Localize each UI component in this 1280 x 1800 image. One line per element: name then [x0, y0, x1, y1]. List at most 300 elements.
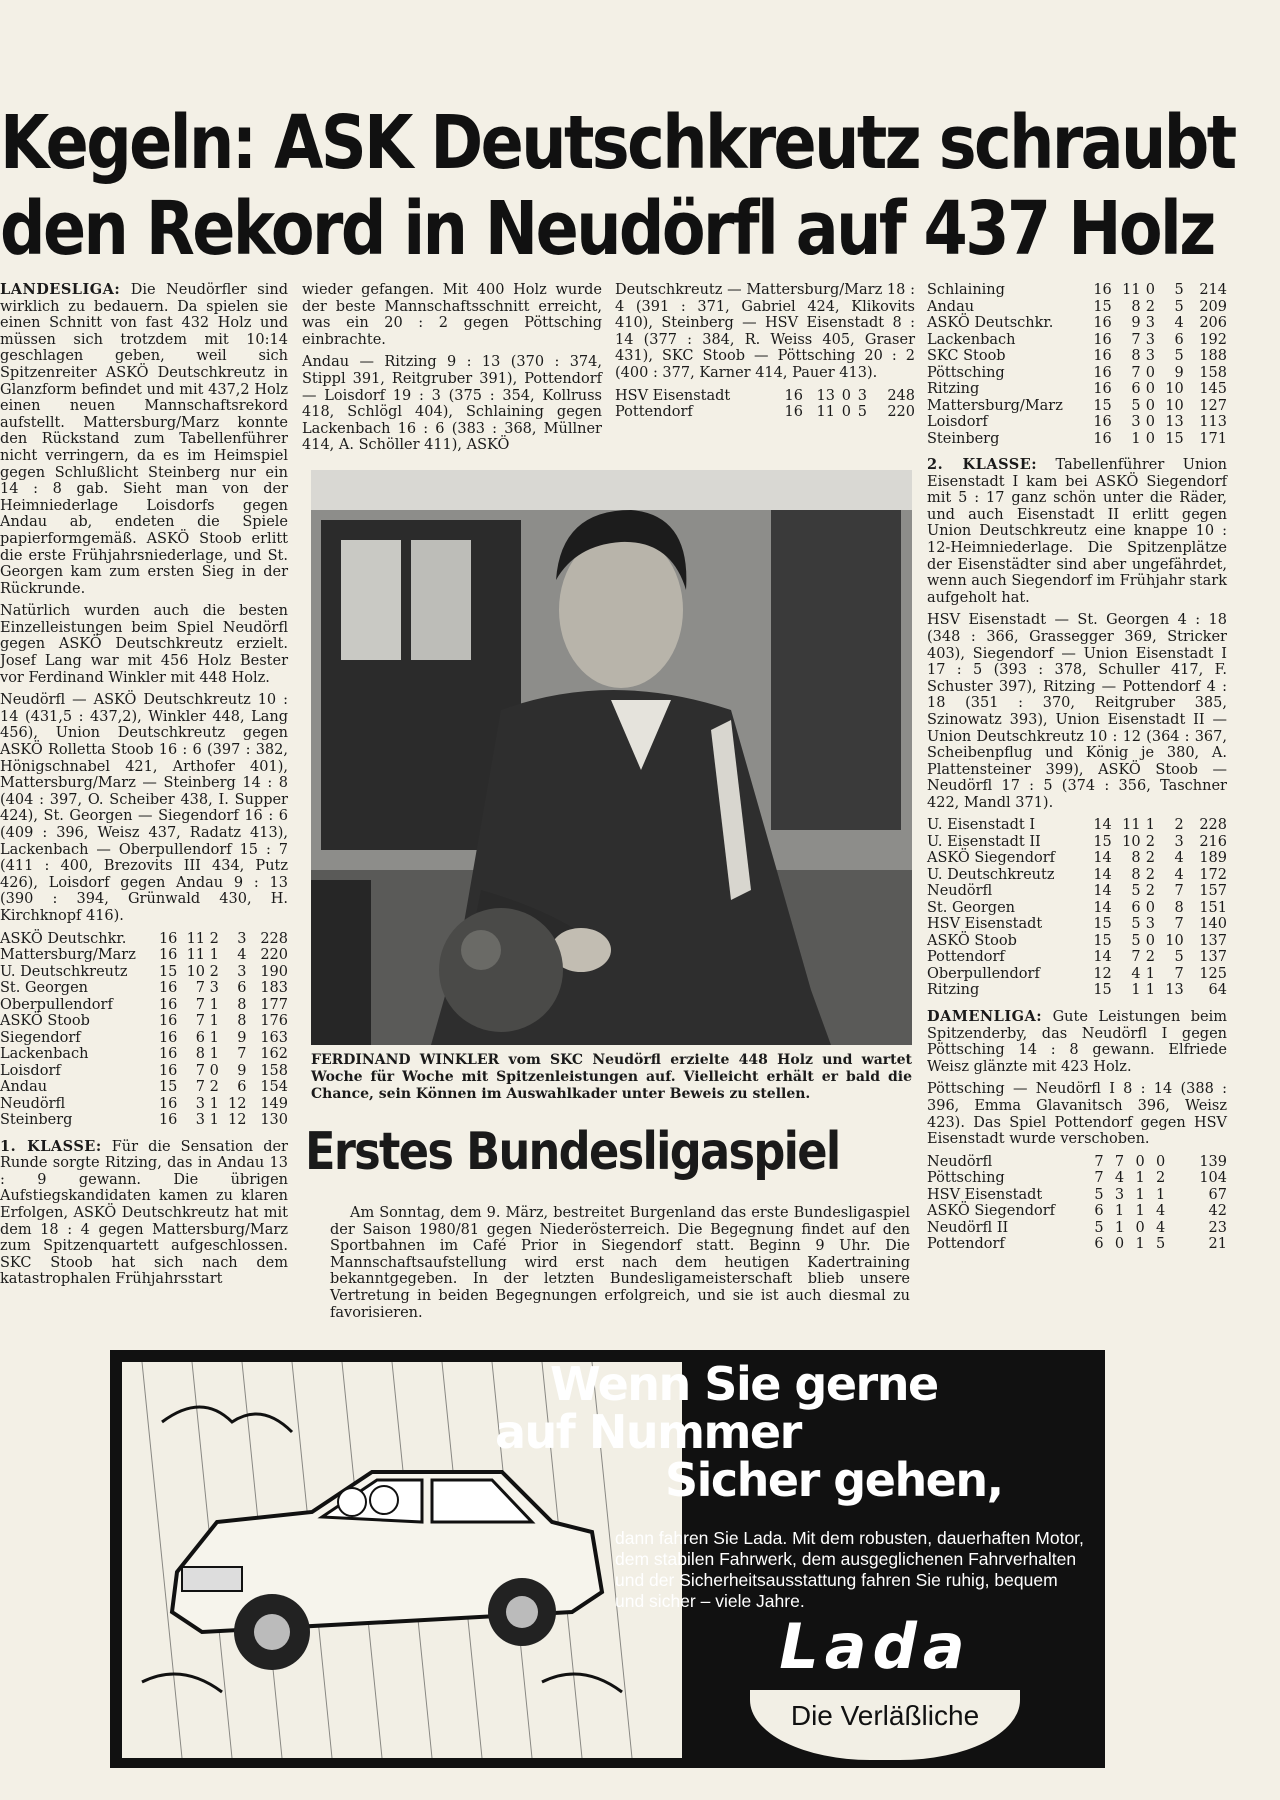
- team-name: Siegendorf: [0, 1029, 81, 1046]
- ad-tagline: Die Verläßliche: [750, 1690, 1020, 1760]
- table-cell: 3: [237, 930, 247, 947]
- table-cell: 10: [1165, 397, 1184, 414]
- table-cell: 16: [1093, 348, 1112, 364]
- table-cell: 0: [209, 1062, 219, 1079]
- table-cell: 248: [887, 387, 915, 404]
- table-cell: 145: [1199, 381, 1227, 397]
- table-cell: 8: [1131, 298, 1141, 315]
- col1-text-1: Die Neudörfler sind wirklich zu bedauern. Da spielen sie einen Schnitt von fast 432 Holz und müssen sich trotzdem mit 10:14 geschlagen geben, weil sich Spitzenreiter ASKÖ Deutschkreutz in Glanzform befindet und mit 437,2 Holz einen neuen Mannschaftsrekord aufstellt. Mattersburg/Marz konnte den Rückstand zum Tabellenführer nicht verringern, da es im Heimspiel gegen Schlußlicht Steinberg nur ein 14 : 8 gab. Sieht man von der Heimniederlage Loisdorfs gegen Andau ab, endeten die Spiele papierformgemäß. ASKÖ Stoob erlitt die erste Frühjahrsniederlage, und St. Georgen kam zum ersten Sieg in der Rückrunde.: [0, 282, 288, 597]
- team-name: ASKÖ Stoob: [927, 932, 1017, 949]
- damenliga-table: [927, 1154, 1227, 1253]
- damenliga-lead: DAMENLIGA:: [927, 1007, 1043, 1025]
- col2-paragraph-2: Andau — Ritzing 9 : 13 (370 : 374, Stippl 391, Reitgruber 391), Pottendorf — Loisdorf 19 : 3 (375 : 354, Kollruss 418, Schlögl 404), Schlaining gegen Lackenbach 16 : 6 (383 : 368, Müllner 414, A. Schöller 411), ASKÖ: [302, 354, 602, 454]
- table-cell: 209: [1199, 298, 1227, 315]
- table-cell: 4: [1174, 850, 1184, 867]
- table-cell: 0: [1145, 364, 1155, 381]
- table-cell: 16: [1093, 315, 1112, 331]
- table-cell: 67: [1208, 1186, 1227, 1203]
- sub-headline: Erstes Bundesligaspiel: [305, 1122, 840, 1182]
- table-cell: 6: [195, 1029, 206, 1046]
- team-name: HSV Eisenstadt: [927, 916, 1043, 933]
- table-row: [927, 315, 1227, 332]
- table-cell: 7: [1131, 364, 1141, 381]
- table-cell: 2: [209, 1079, 219, 1096]
- table-cell: 42: [1208, 1203, 1227, 1220]
- table-cell: 16: [1093, 381, 1112, 397]
- table-cell: 7: [1114, 1153, 1125, 1170]
- table-row: [927, 966, 1227, 983]
- table-cell: 158: [1199, 364, 1227, 381]
- col1-text-4: Für die Sensation der Runde sorgte Ritzing, das in Andau 13 : 9 gewann. Die übrigen Aufstiegskandidaten kamen zu klaren Erfolgen, ASKÖ Deutschkreutz hat mit dem 18 : 4 gegen Mattersburg/Marz zum Spitzenquartett aufgeschlossen. SKC Stoob hat sich nach dem katastrophalen Frühjahrsstart: [0, 1138, 288, 1288]
- table-cell: 1: [1135, 1170, 1145, 1187]
- col4-paragraph-3: [927, 1009, 1227, 1075]
- table-cell: 15: [1093, 932, 1112, 949]
- table-cell: 1: [209, 1029, 219, 1046]
- table-cell: 14: [1093, 866, 1112, 883]
- table-cell: 137: [1199, 932, 1227, 949]
- table-cell: 12: [228, 1095, 247, 1112]
- table-cell: 0: [1145, 430, 1155, 447]
- table-cell: 6: [237, 980, 247, 997]
- team-name: Pöttsching: [927, 364, 1005, 381]
- team-name: U. Eisenstadt I: [927, 817, 1036, 834]
- table-cell: 220: [887, 404, 915, 421]
- table-cell: 16: [1093, 282, 1112, 298]
- table-cell: 2: [1156, 1170, 1166, 1187]
- table-cell: 2: [1145, 850, 1155, 867]
- team-name: Mattersburg/Marz: [0, 947, 136, 964]
- table-cell: 7: [195, 1062, 206, 1079]
- table-cell: 3: [1145, 315, 1155, 331]
- col3-paragraph-1: Deutschkreutz — Mattersburg/Marz 18 : 4 (391 : 371, Gabriel 424, Klikovits 410), Steinberg — HSV Eisenstadt 8 : 14 (377 : 384, R. Weiss 405, Graser 431), SKC Stoob — Pöttsching 20 : 2 (400 : 377, Karner 414, Pauer 413).: [615, 282, 915, 381]
- team-name: ASKÖ Siegendorf: [927, 1203, 1056, 1220]
- table-cell: 0: [841, 387, 851, 404]
- team-name: Pöttsching: [927, 1170, 1005, 1187]
- table-cell: 11: [1122, 282, 1141, 298]
- klasse1-table-top: [615, 388, 915, 421]
- table-cell: 15: [1093, 916, 1112, 933]
- table-cell: 177: [260, 996, 288, 1013]
- ad-headline-line-2: auf Nummer: [495, 1405, 801, 1459]
- table-cell: 14: [1093, 883, 1112, 900]
- table-cell: 1: [1131, 430, 1141, 447]
- table-row: [927, 949, 1227, 966]
- table-cell: 5: [1174, 348, 1184, 364]
- table-cell: 2: [1145, 298, 1155, 315]
- table-cell: 1: [209, 1046, 219, 1063]
- team-name: St. Georgen: [0, 980, 89, 997]
- table-row: [927, 867, 1227, 884]
- table-cell: 7: [1094, 1153, 1104, 1170]
- table-cell: 7: [1094, 1170, 1104, 1187]
- ad-body-text: dann fahren Sie Lada. Mit dem robusten, dauerhaften Motor, dem stabilen Fahrwerk, dem ausgeglichenen Fahrverhalten und der Sicherheitsausstattung fahren Sie ruhig, bequem und sicher – viele Jahre.: [615, 1528, 1084, 1611]
- team-name: Andau: [0, 1079, 48, 1096]
- table-row: [927, 1154, 1227, 1171]
- headline-line-1: Kegeln: ASK Deutschkreutz schraubt: [0, 100, 1235, 186]
- table-cell: 3: [195, 1112, 206, 1129]
- table-cell: 16: [158, 980, 178, 997]
- table-cell: 8: [1131, 850, 1141, 867]
- table-cell: 8: [1131, 866, 1141, 883]
- table-cell: 11: [186, 947, 206, 964]
- table-row: [927, 850, 1227, 867]
- table-cell: 125: [1199, 965, 1227, 982]
- table-cell: 16: [1093, 430, 1112, 447]
- table-cell: 157: [1199, 883, 1227, 900]
- table-cell: 188: [1199, 348, 1227, 364]
- team-name: Neudörfl: [0, 1095, 66, 1112]
- table-cell: 3: [195, 1095, 206, 1112]
- table-cell: 4: [1156, 1203, 1166, 1220]
- team-name: HSV Eisenstadt: [615, 387, 731, 404]
- table-cell: 4: [237, 947, 247, 964]
- table-cell: 0: [1135, 1153, 1145, 1170]
- table-cell: 5: [857, 404, 867, 421]
- table-row: [927, 414, 1227, 431]
- table-row: [927, 1187, 1227, 1204]
- table-cell: 140: [1199, 916, 1227, 933]
- table-cell: 7: [1174, 883, 1184, 900]
- table-cell: 1: [1135, 1203, 1145, 1220]
- team-name: Ritzing: [927, 381, 980, 397]
- team-name: ASKÖ Deutschkr.: [927, 315, 1054, 331]
- table-cell: 15: [1093, 298, 1112, 315]
- team-name: ASKÖ Siegendorf: [927, 850, 1056, 867]
- table-cell: 6: [237, 1079, 247, 1096]
- table-cell: 15: [1093, 982, 1112, 999]
- table-cell: 7: [237, 1046, 247, 1063]
- table-cell: 1: [209, 1112, 219, 1129]
- ad-headline-line-1: Wenn Sie gerne: [550, 1357, 938, 1411]
- table-cell: 206: [1199, 315, 1227, 331]
- team-name: SKC Stoob: [927, 348, 1006, 364]
- table-row: [0, 1096, 288, 1113]
- table-cell: 2: [209, 930, 219, 947]
- klasse1-lead: 1. KLASSE:: [0, 1137, 102, 1155]
- page-headline: [0, 100, 1235, 272]
- team-name: Steinberg: [0, 1112, 73, 1129]
- ad-headline-line-3: Sicher gehen,: [665, 1453, 1003, 1507]
- table-cell: 8: [195, 1046, 206, 1063]
- table-row: [0, 980, 288, 997]
- table-cell: 1: [1135, 1236, 1145, 1253]
- team-name: Neudörfl II: [927, 1219, 1009, 1236]
- table-cell: 1: [209, 947, 219, 964]
- table-cell: 2: [1145, 866, 1155, 883]
- table-cell: 3: [1145, 348, 1155, 364]
- table-cell: 9: [237, 1029, 247, 1046]
- table-cell: 0: [1135, 1219, 1145, 1236]
- team-name: Pottendorf: [927, 1236, 1005, 1253]
- landesliga-lead: LANDESLIGA:: [0, 281, 121, 298]
- table-row: [0, 947, 288, 964]
- landesliga-table: [0, 931, 288, 1129]
- table-cell: 10: [186, 963, 206, 980]
- photo-caption: FERDINAND WINKLER vom SKC Neudörfl erzielte 448 Holz und wartet Woche für Woche mit Spitzenleistungen auf. Vielleicht erhält er bald die Chance, sein Können im Auswahlkader unter Beweis zu stellen.: [311, 1052, 912, 1102]
- table-cell: 12: [1093, 965, 1112, 982]
- table-cell: 1: [1114, 1203, 1125, 1220]
- table-cell: 3: [857, 387, 867, 404]
- table-cell: 15: [1093, 833, 1112, 850]
- team-name: Lackenbach: [927, 331, 1016, 348]
- team-name: U. Eisenstadt II: [927, 833, 1041, 850]
- table-row: [615, 388, 915, 405]
- table-cell: 8: [237, 1013, 247, 1030]
- table-cell: 5: [1094, 1219, 1104, 1236]
- table-cell: 16: [158, 996, 178, 1013]
- table-cell: 5: [1131, 883, 1141, 900]
- table-cell: 0: [841, 404, 851, 421]
- table-row: [927, 365, 1227, 382]
- table-cell: 158: [260, 1062, 288, 1079]
- ad-logo-block: [710, 1612, 1040, 1762]
- table-cell: 9: [237, 1062, 247, 1079]
- table-cell: 3: [1114, 1186, 1125, 1203]
- team-name: Loisdorf: [927, 414, 988, 430]
- table-cell: 1: [1131, 982, 1141, 999]
- table-cell: 0: [1145, 414, 1155, 430]
- table-cell: 5: [1174, 298, 1184, 315]
- table-cell: 5: [1174, 949, 1184, 966]
- table-cell: 1: [209, 1013, 219, 1030]
- table-cell: 0: [1156, 1153, 1166, 1170]
- table-cell: 14: [1093, 949, 1112, 966]
- photo-illustration: [311, 470, 912, 1045]
- col4-text-3: Gute Leistungen beim Spitzenderby, das Neudörfl I gegen Pöttsching 14 : 8 gewann. Elfriede Weisz glänzte mit 423 Holz.: [927, 1008, 1227, 1075]
- table-cell: 3: [1145, 331, 1155, 348]
- table-cell: 23: [1208, 1219, 1227, 1236]
- table-cell: 10: [1122, 833, 1141, 850]
- table-cell: 0: [1145, 899, 1155, 916]
- col4-paragraph-1: [927, 457, 1227, 606]
- table-cell: 0: [1145, 397, 1155, 414]
- table-cell: 11: [1122, 817, 1141, 834]
- table-cell: 16: [158, 1112, 178, 1129]
- lada-advertisement: [110, 1350, 1105, 1768]
- table-cell: 11: [816, 404, 835, 421]
- table-cell: 4: [1131, 965, 1141, 982]
- table-row: [927, 1170, 1227, 1187]
- table-cell: 15: [1165, 430, 1184, 447]
- table-cell: 1: [1145, 982, 1155, 999]
- table-cell: 220: [260, 947, 288, 964]
- ad-headline: [495, 1357, 1003, 1507]
- col1-paragraph-1: [0, 282, 288, 597]
- table-cell: 6: [1131, 381, 1141, 397]
- table-cell: 8: [1174, 899, 1184, 916]
- table-cell: 16: [158, 1062, 178, 1079]
- table-cell: 8: [237, 996, 247, 1013]
- table-row: [0, 1030, 288, 1047]
- table-cell: 2: [1145, 833, 1155, 850]
- team-name: U. Deutschkreutz: [927, 866, 1055, 883]
- table-cell: 7: [195, 1079, 206, 1096]
- table-row: [0, 931, 288, 948]
- table-row: [0, 1112, 288, 1129]
- table-row: [927, 817, 1227, 834]
- column-4: [927, 282, 1227, 1263]
- table-cell: 163: [260, 1029, 288, 1046]
- team-name: Ritzing: [927, 982, 980, 999]
- table-cell: 189: [1199, 850, 1227, 867]
- table-cell: 10: [1165, 932, 1184, 949]
- klasse2-lead: 2. KLASSE:: [927, 456, 1038, 473]
- team-name: Lackenbach: [0, 1046, 89, 1063]
- table-cell: 8: [1131, 348, 1141, 364]
- table-cell: 7: [1174, 965, 1184, 982]
- table-cell: 2: [1145, 949, 1155, 966]
- col4-paragraph-4: Pöttsching — Neudörfl I 8 : 14 (388 : 396, Emma Glavanitsch 396, Weisz 423). Das Spiel Pottendorf gegen HSV Eisenstadt wurde verschoben.: [927, 1081, 1227, 1148]
- table-row: [927, 431, 1227, 448]
- table-row: [927, 883, 1227, 900]
- table-cell: 172: [1199, 866, 1227, 883]
- table-cell: 7: [195, 996, 206, 1013]
- table-cell: 1: [1145, 965, 1155, 982]
- table-cell: 7: [195, 1013, 206, 1030]
- table-cell: 3: [1174, 833, 1184, 850]
- table-row: [927, 1203, 1227, 1220]
- klasse2-table: [927, 817, 1227, 999]
- team-name: Schlaining: [927, 282, 1005, 298]
- col2-paragraph-1: wieder gefangen. Mit 400 Holz wurde der beste Mannschaftsschnitt erreicht, was ein 20 : 2 gegen Pöttsching einbrachte.: [302, 282, 602, 348]
- table-cell: 216: [1199, 833, 1227, 850]
- table-cell: 113: [1199, 414, 1227, 430]
- table-cell: 16: [784, 404, 803, 421]
- table-cell: 16: [158, 1013, 178, 1030]
- table-cell: 0: [1145, 932, 1155, 949]
- column-3: [615, 282, 915, 431]
- table-cell: 1: [209, 996, 219, 1013]
- table-cell: 0: [1114, 1236, 1125, 1253]
- table-cell: 12: [228, 1112, 247, 1129]
- table-cell: 5: [1156, 1236, 1166, 1253]
- col4-text-1: Tabellenführer Union Eisenstadt I kam bei ASKÖ Siegendorf mit 5 : 17 ganz schön unter die Räder, und auch Eisenstadt II erlitt gegen Union Deutschkreutz eine knappe 10 : 12-Heimniederlage. Die Spitzenplätze der Eisenstädter sind aber ungefährdet, wenn auch Siegendorf im Frühjahr stark aufgeholt hat.: [927, 457, 1228, 606]
- table-cell: 0: [1145, 282, 1155, 298]
- table-cell: 14: [1093, 899, 1112, 916]
- table-cell: 6: [1174, 331, 1184, 348]
- table-cell: 4: [1114, 1170, 1125, 1187]
- table-cell: 1: [1114, 1219, 1125, 1236]
- table-cell: 10: [1165, 381, 1184, 397]
- table-cell: 1: [209, 1095, 219, 1112]
- table-cell: 4: [1174, 315, 1184, 331]
- table-row: [927, 332, 1227, 349]
- table-row: [0, 1013, 288, 1030]
- table-cell: 183: [260, 980, 288, 997]
- table-cell: 16: [1093, 331, 1112, 348]
- table-cell: 192: [1199, 331, 1227, 348]
- klasse1-table-rest: [927, 282, 1227, 447]
- table-cell: 11: [186, 930, 206, 947]
- table-row: [927, 1236, 1227, 1253]
- table-row: [927, 1220, 1227, 1237]
- table-cell: 104: [1199, 1170, 1227, 1187]
- table-cell: 13: [1165, 414, 1184, 430]
- table-cell: 1: [1156, 1186, 1166, 1203]
- team-name: Neudörfl: [927, 1153, 993, 1170]
- col1-paragraph-2: Natürlich wurden auch die besten Einzelleistungen beim Spiel Neudörfl gegen ASKÖ Deutschkreutz erzielt. Josef Lang war mit 456 Holz Bester vor Ferdinand Winkler mit 448 Holz.: [0, 603, 288, 686]
- col1-paragraph-3: Neudörfl — ASKÖ Deutschkreutz 10 : 14 (431,5 : 437,2), Winkler 448, Lang 456), Union Deutschkreutz gegen ASKÖ Rolletta Stoob 16 : 6 (397 : 382, Hönigschnabel 421, Arthofer 401), Mattersburg/Marz — Steinberg 14 : 8 (404 : 397, O. Scheiber 438, I. Supper 424), St. Georgen — Siegendorf 16 : 6 (409 : 396, Weisz 437, Radatz 413), Lackenbach — Oberpullendorf 15 : 7 (411 : 400, Brezovits III 434, Putz 426), Loisdorf gegen Andau 9 : 13 (390 : 394, Grünwald 430, H. Kirchknopf 416).: [0, 692, 288, 924]
- table-cell: 130: [260, 1112, 288, 1129]
- lada-logo: Lada: [779, 1610, 971, 1683]
- table-cell: 16: [158, 1095, 178, 1112]
- table-cell: 14: [1093, 817, 1112, 834]
- table-cell: 3: [237, 963, 247, 980]
- table-row: [615, 404, 915, 421]
- team-name: Loisdorf: [0, 1062, 61, 1079]
- table-cell: 0: [1145, 381, 1155, 397]
- table-cell: 7: [1174, 916, 1184, 933]
- team-name: HSV Eisenstadt: [927, 1186, 1043, 1203]
- team-name: Oberpullendorf: [927, 965, 1040, 982]
- table-row: [0, 1079, 288, 1096]
- table-cell: 228: [260, 930, 288, 947]
- table-cell: 16: [158, 947, 178, 964]
- team-name: U. Deutschkreutz: [0, 963, 128, 980]
- team-name: Mattersburg/Marz: [927, 397, 1063, 414]
- table-cell: 16: [158, 930, 178, 947]
- table-cell: 214: [1199, 282, 1227, 298]
- table-row: [0, 1063, 288, 1080]
- table-cell: 7: [1131, 949, 1141, 966]
- table-row: [927, 282, 1227, 299]
- table-row: [927, 299, 1227, 316]
- table-cell: 7: [1131, 331, 1141, 348]
- table-cell: 1: [1145, 817, 1155, 834]
- table-cell: 2: [209, 963, 219, 980]
- table-row: [927, 834, 1227, 851]
- table-cell: 7: [195, 980, 206, 997]
- team-name: Pottendorf: [927, 949, 1005, 966]
- table-cell: 9: [1174, 364, 1184, 381]
- table-cell: 228: [1199, 817, 1227, 834]
- col1-paragraph-4: [0, 1139, 288, 1288]
- table-cell: 5: [1174, 282, 1184, 298]
- table-cell: 176: [260, 1013, 288, 1030]
- table-cell: 137: [1199, 949, 1227, 966]
- team-name: Pottendorf: [615, 404, 693, 421]
- table-cell: 16: [784, 387, 803, 404]
- table-cell: 6: [1094, 1203, 1104, 1220]
- table-cell: 16: [1093, 364, 1112, 381]
- team-name: ASKÖ Deutschkr.: [0, 930, 127, 947]
- table-row: [927, 398, 1227, 415]
- table-row: [927, 381, 1227, 398]
- team-name: Andau: [927, 298, 975, 315]
- headline-line-2: den Rekord in Neudörfl auf 437 Holz: [0, 186, 1214, 272]
- table-row: [927, 348, 1227, 365]
- table-cell: 4: [1156, 1219, 1166, 1236]
- table-cell: 6: [1131, 899, 1141, 916]
- table-cell: 64: [1208, 982, 1227, 999]
- table-cell: 16: [1093, 414, 1112, 430]
- table-cell: 1: [1135, 1186, 1145, 1203]
- table-cell: 15: [158, 1079, 178, 1096]
- table-cell: 15: [1093, 397, 1112, 414]
- team-name: Oberpullendorf: [0, 996, 113, 1013]
- table-cell: 16: [158, 1046, 178, 1063]
- table-cell: 14: [1093, 850, 1112, 867]
- table-cell: 127: [1199, 397, 1227, 414]
- table-cell: 6: [1094, 1236, 1104, 1253]
- table-cell: 13: [1165, 982, 1184, 999]
- table-cell: 5: [1131, 397, 1141, 414]
- table-cell: 162: [260, 1046, 288, 1063]
- table-row: [927, 916, 1227, 933]
- table-cell: 190: [260, 963, 288, 980]
- table-cell: 149: [260, 1095, 288, 1112]
- table-cell: 2: [1174, 817, 1184, 834]
